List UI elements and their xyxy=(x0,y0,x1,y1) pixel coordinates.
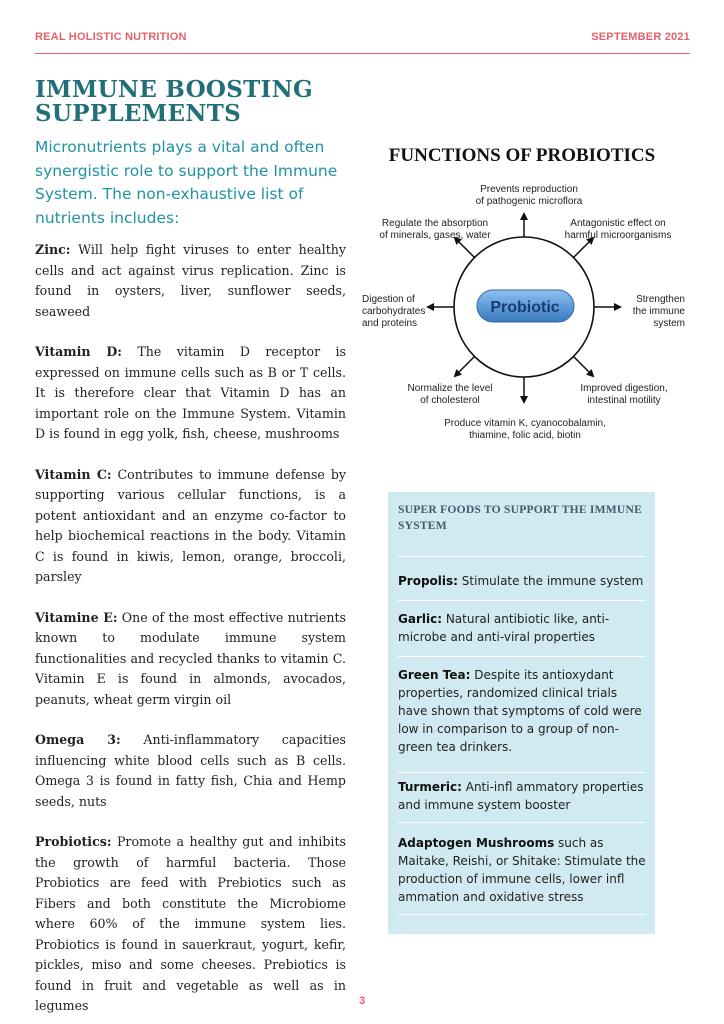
header-divider xyxy=(35,53,690,54)
probiotics-diagram-svg xyxy=(355,140,690,445)
superfood-name: Propolis: xyxy=(398,574,458,588)
svg-text:intestinal motility: intestinal motility xyxy=(587,395,661,406)
svg-text:Improved digestion,: Improved digestion, xyxy=(580,383,668,394)
superfood-name: Garlic: xyxy=(398,612,443,626)
svg-text:Normalize the level: Normalize the level xyxy=(407,383,493,394)
superfood-item xyxy=(398,666,648,756)
nutrient-entry xyxy=(35,465,346,588)
svg-text:Digestion of: Digestion of xyxy=(362,294,415,305)
svg-text:Strengthen: Strengthen xyxy=(636,294,685,305)
superfood-name: Turmeric: xyxy=(398,780,462,794)
svg-text:Prevents reproduction: Prevents reproduction xyxy=(480,184,578,195)
superfood-item xyxy=(398,834,648,906)
nutrient-entry xyxy=(35,342,346,445)
superfood-text: Despite its antioxydant properties, randomized clinical trials have shown that symptoms of cold were low in comparison to a group of non-green tea drinkers. xyxy=(398,668,642,754)
nutrient-name: Vitamin D: xyxy=(35,344,122,359)
nutrient-text: One of the most effective nutrients known to modulate immune system functionalities and recycled thanks to vitamin C. Vitamin E is found in almonds, avocados, peanuts, wheat germ virgin oil xyxy=(35,609,346,707)
nutrient-entry xyxy=(35,240,346,322)
svg-text:thiamine, folic acid, biotin: thiamine, folic acid, biotin xyxy=(469,430,581,441)
superfoods-divider xyxy=(398,772,646,773)
superfoods-title: SUPER FOODS TO SUPPORT THE IMMUNE SYSTEM xyxy=(398,503,643,532)
svg-text:of minerals, gases, water: of minerals, gases, water xyxy=(379,230,491,241)
nutrient-name: Omega 3: xyxy=(35,732,121,747)
svg-text:Regulate the absorption: Regulate the absorption xyxy=(381,218,489,229)
superfoods-divider xyxy=(398,822,646,823)
svg-text:harmful microorganisms: harmful microorganisms xyxy=(564,230,672,241)
nutrient-name: Zinc: xyxy=(35,242,71,257)
header-date: SEPTEMBER 2021 xyxy=(591,31,690,43)
nutrient-text: The vitamin D receptor is expressed on immune cells such as B or T cells. It is therefore clear that Vitamin D has an important role on the Immune System. Vitamin D is found in egg yolk, fish, cheese, mushrooms xyxy=(35,344,346,441)
nutrient-text: Contributes to immune defense by supporting various cellular functions, is a potent antioxidant and an enzyme co-factor to help biochemical reactions in the body. Vitamin C is found in kiwis, lemon, orange, broccoli, parsley xyxy=(35,466,346,584)
nutrient-list xyxy=(35,240,346,1017)
nutrient-name: Probiotics: xyxy=(35,834,112,849)
superfood-item xyxy=(398,572,648,590)
superfood-name: Green Tea: xyxy=(398,668,471,682)
arrow-down-left xyxy=(455,357,475,377)
nutrient-text: Will help fight viruses to enter healthy cells and act against virus replication. Zinc is found in oysters, liver, sunflower seeds, seaweed xyxy=(35,242,346,319)
function-label-right xyxy=(633,294,686,329)
function-label-top-right xyxy=(565,218,672,241)
svg-text:of pathogenic microflora: of pathogenic microflora xyxy=(475,196,583,207)
superfood-text: Natural antibiotic like, anti-microbe and anti-viral properties xyxy=(398,612,610,644)
nutrient-entry xyxy=(35,608,346,711)
svg-text:of cholesterol: of cholesterol xyxy=(420,395,480,406)
page-number: 3 xyxy=(358,995,366,1007)
svg-text:system: system xyxy=(653,318,685,329)
page-title: IMMUNE BOOSTING SUPPLEMENTS xyxy=(35,76,313,127)
arrow-down-right xyxy=(574,357,594,377)
function-label-left xyxy=(362,294,425,329)
probiotics-diagram xyxy=(355,140,690,445)
superfoods-box xyxy=(388,492,655,934)
intro-text: Micronutrients plays a vital and often synergistic role to support the Immune System. The non-exhaustive list of nutrients includes: xyxy=(35,138,338,227)
svg-text:carbohydrates: carbohydrates xyxy=(362,306,426,317)
superfoods-divider xyxy=(398,556,646,557)
svg-text:the immune: the immune xyxy=(632,306,685,317)
probiotic-label: Probiotic xyxy=(490,299,560,316)
function-label-bottom-left xyxy=(407,383,492,406)
svg-text:Produce vitamin K, cyanocobala: Produce vitamin K, cyanocobalamin, xyxy=(444,418,606,429)
function-label-top-left xyxy=(379,218,491,241)
nutrient-text: Promote a healthy gut and inhibits the growth of harmful bacteria. Those Probiotics are feed with Prebiotics such as Fibers and both constitute the Microbiome where 60% of the immune system lies. Probiotics is found in sauerkraut, yogurt, kefir, pickles, miso and some cheeses. Prebiotics is found in fruit and vegetable as well as in legumes xyxy=(35,834,346,1013)
nutrient-entry xyxy=(35,832,346,1017)
nutrient-text: Anti-inflammatory capacities influencing white blood cells such as B cells. Omega 3 is found in fatty fish, Chia and Hemp seeds, nuts xyxy=(35,732,346,809)
superfoods-divider xyxy=(398,600,646,601)
superfoods-divider xyxy=(398,914,646,915)
svg-text:Antagonistic effect on: Antagonistic effect on xyxy=(570,218,666,229)
header-publication: REAL HOLISTIC NUTRITION xyxy=(35,31,187,43)
superfood-text: such as Maitake, Reishi, or Shitake: Stimulate the production of immune cells, lower infl ammation and oxidative stress xyxy=(398,836,646,904)
superfood-item xyxy=(398,610,648,646)
svg-text:and proteins: and proteins xyxy=(362,318,418,329)
function-label-bottom xyxy=(444,418,606,441)
nutrient-name: Vitamin C: xyxy=(35,466,112,482)
diagram-title: FUNCTIONS OF PROBIOTICS xyxy=(388,145,656,166)
nutrient-name: Vitamine E: xyxy=(35,609,118,625)
superfood-item xyxy=(398,778,648,814)
superfood-name: Adaptogen Mushrooms xyxy=(398,836,555,850)
superfood-text: Stimulate the immune system xyxy=(457,574,644,588)
function-label-bottom-right xyxy=(580,383,667,406)
function-label-top xyxy=(476,184,583,207)
nutrient-entry xyxy=(35,730,346,812)
superfood-text: Anti-infl ammatory properties and immune system booster xyxy=(398,780,644,812)
superfoods-divider xyxy=(398,656,646,657)
